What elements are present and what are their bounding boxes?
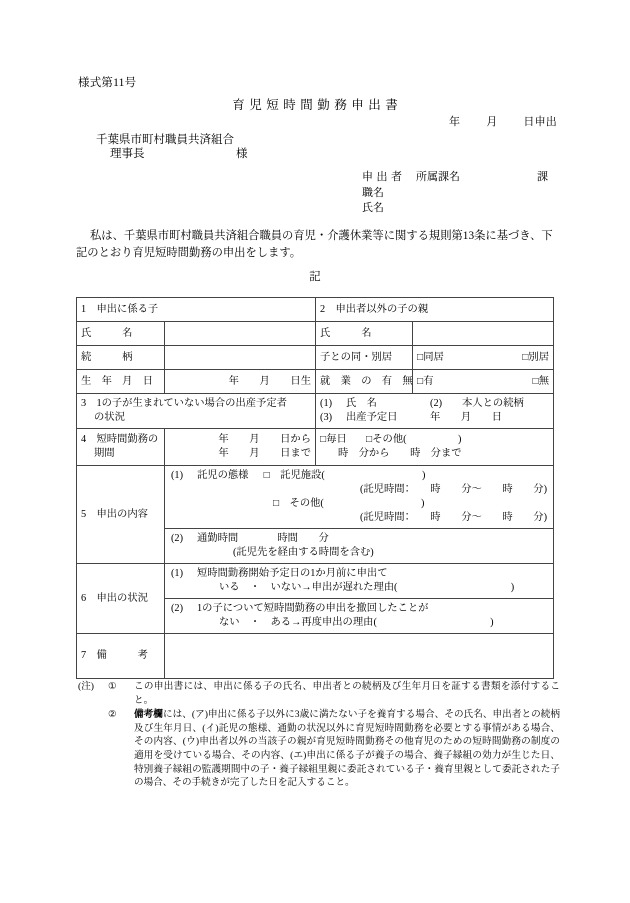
section4-label-line2: 期間	[94, 448, 115, 459]
section6-label: 6 申出の状況	[77, 564, 165, 634]
section6-item2-line1: 1の子について短時間勤務の申出を撤回したことが	[197, 603, 429, 614]
section5-item1-body	[197, 469, 549, 525]
section5-childcare-type-row	[197, 469, 549, 483]
section5-item1-label: 託児の態様	[197, 470, 249, 481]
date-month-label: 月	[486, 116, 498, 128]
section4-label-line1: 4 短時間勤務の	[81, 434, 159, 445]
addressee-role: 理事長	[110, 148, 145, 160]
applicant-position-row	[362, 186, 548, 202]
section6-item2-line2[interactable]: ない ・ ある→再度申出の理由( )	[219, 617, 494, 628]
applicant-name-row	[362, 201, 548, 217]
section5-item2	[165, 529, 554, 564]
child-name-input[interactable]	[165, 322, 316, 346]
section4-label	[77, 429, 165, 466]
section3-label	[77, 394, 316, 429]
note-item	[78, 708, 560, 790]
section5-facility-hours[interactable]: (託児時間： 時 分～ 時 分)	[359, 484, 548, 495]
cohabitation-label: 子との同・別居	[316, 346, 413, 370]
section6-item1	[165, 564, 554, 599]
section3-item3-input[interactable]: 年 月 日	[430, 412, 503, 423]
section5-item2-grid	[171, 532, 549, 560]
section3-fields	[316, 394, 554, 429]
note-item	[78, 680, 560, 707]
applicant-department-row	[362, 170, 548, 186]
section4-time-range[interactable]: 時 分から 時 分まで	[338, 448, 462, 459]
ki-marker: 記	[309, 271, 321, 283]
statement-paragraph: 私は、千葉県市町村職員共済組合職員の育児・介護休業等に関する規則第13条に基づき、下記のとおり育児短時間勤務の申出をします。	[76, 230, 553, 259]
table-row	[77, 429, 554, 466]
section5-other-hours[interactable]: (託児時間： 時 分～ 時 分)	[359, 512, 548, 523]
applicant-department-label: 所属課名	[416, 171, 460, 183]
date-year-label: 年	[448, 116, 461, 128]
note-emphasis: 備考欄	[134, 709, 163, 721]
section3-item2-number: (2)	[430, 398, 443, 409]
section3-item3-number: (3)	[320, 412, 333, 423]
employment-label: 就 業 の 有 無	[316, 370, 413, 394]
cohabitation-option-separate[interactable]: □別居	[522, 351, 550, 363]
section7-label: 7 備 考	[77, 634, 165, 679]
child-birthdate-input[interactable]: 年 月 日生	[165, 370, 316, 394]
cohabitation-options	[413, 346, 554, 370]
notes-block	[78, 680, 560, 790]
applicant-block	[362, 170, 548, 217]
section4-option-other[interactable]: □その他( )	[366, 434, 462, 445]
submission-date-line	[449, 113, 557, 129]
section6-item2-grid	[171, 602, 549, 630]
section5-item2-body	[197, 532, 549, 560]
note-mark: ①	[108, 681, 117, 692]
section4-schedule-options	[320, 433, 549, 447]
section3-field-grid	[320, 397, 549, 425]
table-row	[77, 370, 554, 394]
employment-options	[413, 370, 554, 394]
section1-header: 1 申出に係る子	[77, 298, 316, 322]
table-row	[77, 634, 554, 679]
child-relation-input[interactable]	[165, 346, 316, 370]
section4-schedule	[316, 429, 554, 466]
table-row	[77, 346, 554, 370]
section3-item2-label: 本人との続柄	[462, 398, 524, 409]
section2-header: 2 申出者以外の子の親	[316, 298, 554, 322]
note-text-rest: には、(ア)申出に係る子以外に3歳に満たない子を養育する場合、その氏名、申出者との続柄及び生年月日、(イ)託児の態様、通勤の状況以外に育児短時間勤務を必要とする事情がある場合、その内容、(ウ)申出者以外の当該子の親が育児短時間勤務その他育児のための短時間勤務の制度の適用を受けている場合、その内容、(エ)申出に係る子が養子の場合、養子縁組の効力が生じた日、特別養子縁組の監護期間中の子・養子縁組里親に委託されている子・養育里親として委託された子の場合、その手続きが完了した日を記入すること。	[134, 709, 561, 789]
table-row	[77, 298, 554, 322]
employment-option-no[interactable]: □無	[532, 375, 550, 387]
cohabitation-option-together[interactable]: □同居	[417, 351, 444, 363]
section5-option-other[interactable]: □ その他(	[273, 498, 324, 509]
table-row	[77, 394, 554, 429]
section6-item2-body	[197, 602, 549, 630]
section5-option-facility[interactable]: □ 託児施設(	[263, 470, 325, 481]
section6-item1-body	[197, 567, 549, 595]
child-name-label: 氏 名	[77, 322, 165, 346]
section5-other-row	[197, 497, 549, 511]
date-day-label: 日申出	[523, 116, 557, 128]
applicant-department-unit: 課	[537, 171, 548, 183]
section5-commute-note: (託児先を経由する時間を含む)	[233, 547, 374, 558]
section5-label: 5 申出の内容	[77, 466, 165, 564]
addressee-organization: 千葉県市町村職員共済組合	[96, 134, 234, 146]
table-row	[77, 466, 554, 529]
section4-option-daily[interactable]: □毎日	[320, 434, 347, 445]
other-parent-name-label: 氏 名	[316, 322, 413, 346]
section5-item1-number: (1)	[171, 470, 184, 481]
form-number: 様式第11号	[78, 77, 137, 89]
child-relation-label: 続 柄	[77, 346, 165, 370]
section5-item1	[165, 466, 554, 529]
cohabitation-option-grid	[417, 351, 549, 365]
section5-commute-row	[197, 532, 549, 546]
section4-period-inputs[interactable]	[165, 429, 316, 466]
section5-item2-number: (2)	[171, 533, 184, 544]
section3-item1-number: (1)	[320, 398, 333, 409]
table-row	[77, 564, 554, 599]
applicant-position-label: 職名	[362, 186, 384, 199]
note-mark: ②	[108, 709, 117, 721]
section3-label-line1: 3 1の子が生まれていない場合の出産予定者	[81, 398, 287, 409]
section5-option-facility-close: )	[421, 470, 426, 481]
child-birthdate-label: 生 年 月 日	[77, 370, 165, 394]
section6-item1-number: (1)	[171, 568, 184, 579]
section5-option-other-close: )	[421, 498, 425, 509]
note-text	[134, 708, 560, 790]
notes-tag: (注)	[78, 681, 94, 692]
note-text: この申出書には、申出に係る子の氏名、申出者との続柄及び生年月日を証する書類を添付すること。	[134, 681, 560, 706]
section6-item1-line2[interactable]: いる ・ いない→申出が遅れた理由( )	[219, 582, 515, 593]
addressee-honorific: 様	[236, 148, 248, 160]
section5-item1-grid	[171, 469, 549, 525]
section6-item2	[165, 599, 554, 634]
section4-period-to[interactable]: 年 月 日まで	[218, 448, 312, 459]
section7-remarks-input[interactable]	[165, 634, 554, 679]
section6-item1-grid	[171, 567, 549, 595]
section3-item1-label: 氏 名	[346, 398, 377, 409]
section3-label-line2: の状況	[94, 412, 125, 423]
document-title: 育児短時間勤務申出書	[232, 98, 403, 112]
section6-item2-number: (2)	[171, 603, 184, 614]
section4-period-from[interactable]: 年 月 日から	[218, 434, 312, 445]
section3-item3-label: 出産予定日	[346, 412, 398, 423]
applicant-name-label: 氏名	[362, 202, 384, 214]
employment-option-grid	[417, 375, 549, 389]
applicant-heading: 申出者	[362, 171, 406, 183]
table-row	[77, 322, 554, 346]
section5-commute-value[interactable]: 時間 分	[277, 533, 329, 544]
employment-option-yes[interactable]: □有	[417, 375, 434, 387]
other-parent-name-input[interactable]	[413, 322, 554, 346]
application-table	[76, 297, 554, 679]
section6-item1-line1: 短時間勤務開始予定日の1か月前に申出て	[197, 568, 388, 579]
section5-item2-label: 通勤時間	[197, 533, 239, 544]
